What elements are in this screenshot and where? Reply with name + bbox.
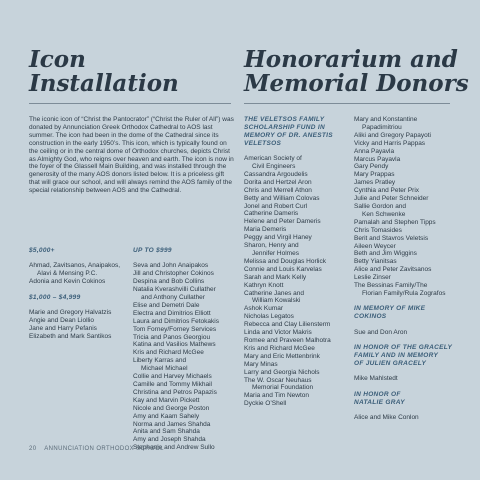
donor-name: Romee and Praveen Malhotra <box>244 336 331 344</box>
donor-name: Beth and Jim Wiggins <box>354 250 417 258</box>
donor-name: Papadimitriou <box>362 123 402 131</box>
title-line: Installation <box>29 70 179 97</box>
donor-name: Mary Minas <box>244 360 278 368</box>
donor-name: Liberty Karras and <box>133 357 187 365</box>
donor-name: James Pratley <box>354 179 396 187</box>
donor-name: Adonia and Kevin Cokinos <box>29 278 106 286</box>
donor-name: Betty and William Colovas <box>244 194 320 202</box>
donor-name: Aileen Weycer <box>354 242 396 250</box>
donor-name: Michael Michael <box>141 365 188 373</box>
donor-name: Amy and Kaam Sahely <box>133 412 200 420</box>
spacer <box>29 302 120 310</box>
donor-name: Civil Engineers <box>252 163 296 171</box>
tier-up-to-999-column <box>133 247 219 452</box>
donor-name: Linda and Victor Makris <box>244 329 312 337</box>
section-heading: FAMILY AND IN MEMORY <box>354 351 439 359</box>
donor-name: The Bessinas Family/The <box>354 282 428 290</box>
donor-name: Elise and Demetri Dale <box>133 301 200 309</box>
donor-name: Jonel and Robert Curl <box>244 202 308 210</box>
footer-label: ANNUNCIATION ORTHODOX SCHOOL <box>44 446 164 452</box>
donor-name: Dyckie O’Shell <box>244 400 287 408</box>
section-heading: IN HONOR OF <box>354 390 401 398</box>
spacer <box>244 148 333 156</box>
donor-name: Leslie Zinser <box>354 274 391 282</box>
donor-name: Kris and Richard McGee <box>244 344 315 352</box>
section-heading: THE VELETSOS FAMILY <box>244 116 325 123</box>
spacer <box>354 383 452 391</box>
donor-name: Sharon, Henry and <box>244 242 299 250</box>
section-heading: COKINOS <box>354 313 387 321</box>
donor-name: Julie and Peter Schneider <box>354 195 429 203</box>
section-heading: IN MEMORY OF MIKE <box>354 305 426 313</box>
donor-name: Electra and Dimitrios Elliott <box>133 309 211 317</box>
donor-name: Anna Payavla <box>354 147 395 155</box>
donor-name: Camille and Tommy Mikhail <box>133 381 212 388</box>
donor-name: Christina and Petros Papazis <box>133 388 217 396</box>
donor-name: Kathryn Knott <box>244 281 284 289</box>
donor-name: Marie and Gregory Halvatzis <box>29 309 112 317</box>
title-line: Icon <box>29 46 86 73</box>
spacer <box>29 286 120 294</box>
honorarium-title <box>244 48 469 96</box>
donor-name: William Kowalski <box>252 297 301 305</box>
spacer <box>354 298 452 306</box>
donor-name: Kay and Marvin Pickett <box>133 396 200 404</box>
donor-name: Catherine Janes and <box>244 289 304 297</box>
donor-name: Sarah and Mark Kelly <box>244 273 307 281</box>
donor-name: Sallie Gordon and <box>354 202 407 210</box>
donor-name: Chris and Merrell Athon <box>244 186 312 194</box>
donor-name: Mike Mahlstedt <box>354 375 398 383</box>
section-heading: SCHOLARSHIP FUND IN <box>244 123 325 131</box>
title-line: Memorial Donors <box>244 70 469 97</box>
donor-name: Chris Tomasides <box>354 226 402 234</box>
donor-name: Angie and Dean Liollio <box>29 316 95 324</box>
section-heading: $5,000+ <box>29 247 55 254</box>
donor-name: Tricia and Panos Georgiou <box>133 333 211 341</box>
spacer <box>29 255 120 263</box>
page-number: 20 <box>29 446 37 452</box>
left-divider <box>29 103 231 104</box>
donor-name: Nicole and George Poston <box>133 404 210 412</box>
donor-name: Maria and Tim Newton <box>244 392 310 400</box>
spacer <box>354 337 452 345</box>
donor-name: Seva and John Anaipakos <box>133 262 209 270</box>
donor-name: Amy and Joseph Shahda <box>133 436 206 444</box>
fund-continued-column <box>354 116 452 422</box>
donor-name: Helene and Peter Dameris <box>244 218 321 226</box>
spacer <box>133 255 219 263</box>
donor-name: American Society of <box>244 155 302 163</box>
donor-name: Alice and Mike Conlon <box>354 414 419 421</box>
donor-name: Mary and Eric Mettenbrink <box>244 352 320 360</box>
veletsos-fund-column <box>244 116 333 408</box>
spacer <box>354 407 452 415</box>
donor-name: Jennifer Holmes <box>252 250 299 257</box>
donor-name: Aliki and Gregory Papayoti <box>354 131 431 139</box>
donor-name: Pamalah and Stephen Tipps <box>354 218 436 226</box>
donor-name: Despina and Bob Collins <box>133 278 205 286</box>
donor-name: Catherine Dameris <box>244 210 299 218</box>
donor-name: Maria Demeris <box>244 226 287 234</box>
donor-name: Peggy and Virgil Haney <box>244 234 312 242</box>
spacer <box>354 368 452 376</box>
donor-name: Anita and Sam Shahda <box>133 428 200 436</box>
spacer <box>354 321 452 329</box>
title-line: Honorarium and <box>244 46 458 73</box>
donor-name: and Anthony Cullather <box>141 294 205 302</box>
donor-name: Jane and Harry Pefanis <box>29 324 97 332</box>
donor-name: Vicky and Harris Pappas <box>354 139 426 147</box>
section-heading: NATALIE GRAY <box>354 398 405 406</box>
section-heading: IN HONOR OF THE GRACELY <box>354 344 453 352</box>
donor-name: Gary Pendy <box>354 163 389 171</box>
intro-text: The iconic icon of “Christ the Pantocrator” (“Christ the Ruler of All”) was donated by Annunciation Greek Orthodox Cathedral to AOS last summer. The icon had been in the dome of the Cathedral since its construction in the early 1950’s. This icon, which is typically found on the ceiling or in the central dome of Orthodox churches, depicts Christ as Almighty God, who reigns over heaven and earth. The icon is now in the foyer of the Glassell Main Building, and was installed through the generosity of the many AOS donors listed below. It is a priceless gift that will grace our school, and will always remind the AOS family of the special relationship between AOS and the Cathedral. <box>29 116 234 195</box>
donor-name: Ashok Kumar <box>244 305 284 313</box>
section-heading: $1,000 – $4,999 <box>29 293 81 301</box>
donor-name: Marcus Payavla <box>354 155 401 163</box>
donor-name: Nicholas Legatos <box>244 313 294 321</box>
icon-installation-title <box>29 48 179 96</box>
donor-name: Elizabeth and Mark Santikos <box>29 332 112 340</box>
donor-name: Alice and Peter Zavitsanos <box>354 266 432 274</box>
donor-name: Florian Family/Rula Zografos <box>362 289 446 297</box>
donor-name: Sue and Don Aron <box>354 328 408 336</box>
donor-name: Rebecca and Clay Liliensterm <box>244 321 331 329</box>
donor-name: Connie and Louis Karvelas <box>244 265 322 273</box>
donor-name: Natalia Kverashvilli Cullather <box>133 286 216 294</box>
donor-name: Melissa and Douglas Horlick <box>244 257 327 265</box>
donor-name: Ahmad, Zavitsanos, Anaipakos, <box>29 262 121 270</box>
section-heading: VELETSOS <box>244 139 282 147</box>
donor-name: Katina and Vasilios Mathews <box>133 341 216 349</box>
donor-tiers-column <box>29 247 120 341</box>
donor-name: Cynthia and Peter Prix <box>354 187 420 195</box>
donor-name: Mary Prappas <box>354 171 395 179</box>
donor-name: Ken Schwenke <box>362 210 406 218</box>
donor-name: The W. Oscar Neuhaus <box>244 376 312 384</box>
page-footer <box>29 446 164 452</box>
donor-name: Jill and Christopher Cokinos <box>133 270 214 278</box>
donor-name: Mary and Konstantine <box>354 116 418 123</box>
donor-name: Tom Forney/Forney Services <box>133 325 217 333</box>
donor-name: Alavi & Mensing P.C. <box>37 270 98 278</box>
donor-name: Stephanie and Andrew Sullo <box>133 444 215 452</box>
donor-name: Dorita and Hertzel Aron <box>244 178 312 186</box>
section-heading: UP TO $999 <box>133 247 172 254</box>
donor-name: Berit and Stavros Veletsis <box>354 234 429 242</box>
section-heading: OF JULIEN GRACELY <box>354 359 427 367</box>
donor-name: Betty Yianitsas <box>354 258 397 266</box>
right-divider <box>244 103 450 104</box>
donor-name: Collie and Harvey Michaels <box>133 373 212 381</box>
donor-name: Kris and Richard McGee <box>133 349 204 357</box>
intro-paragraph <box>29 116 235 195</box>
section-heading: MEMORY OF DR. ANESTIS <box>244 131 333 139</box>
donor-name: Laura and Dimitrios Fetokakis <box>133 317 219 325</box>
donor-name: Memorial Foundation <box>252 384 314 392</box>
donor-name: Norma and James Shahda <box>133 420 211 428</box>
donor-name: Larry and Georgia Nichols <box>244 368 320 376</box>
donor-name: Cassandra Argoudelis <box>244 170 308 178</box>
